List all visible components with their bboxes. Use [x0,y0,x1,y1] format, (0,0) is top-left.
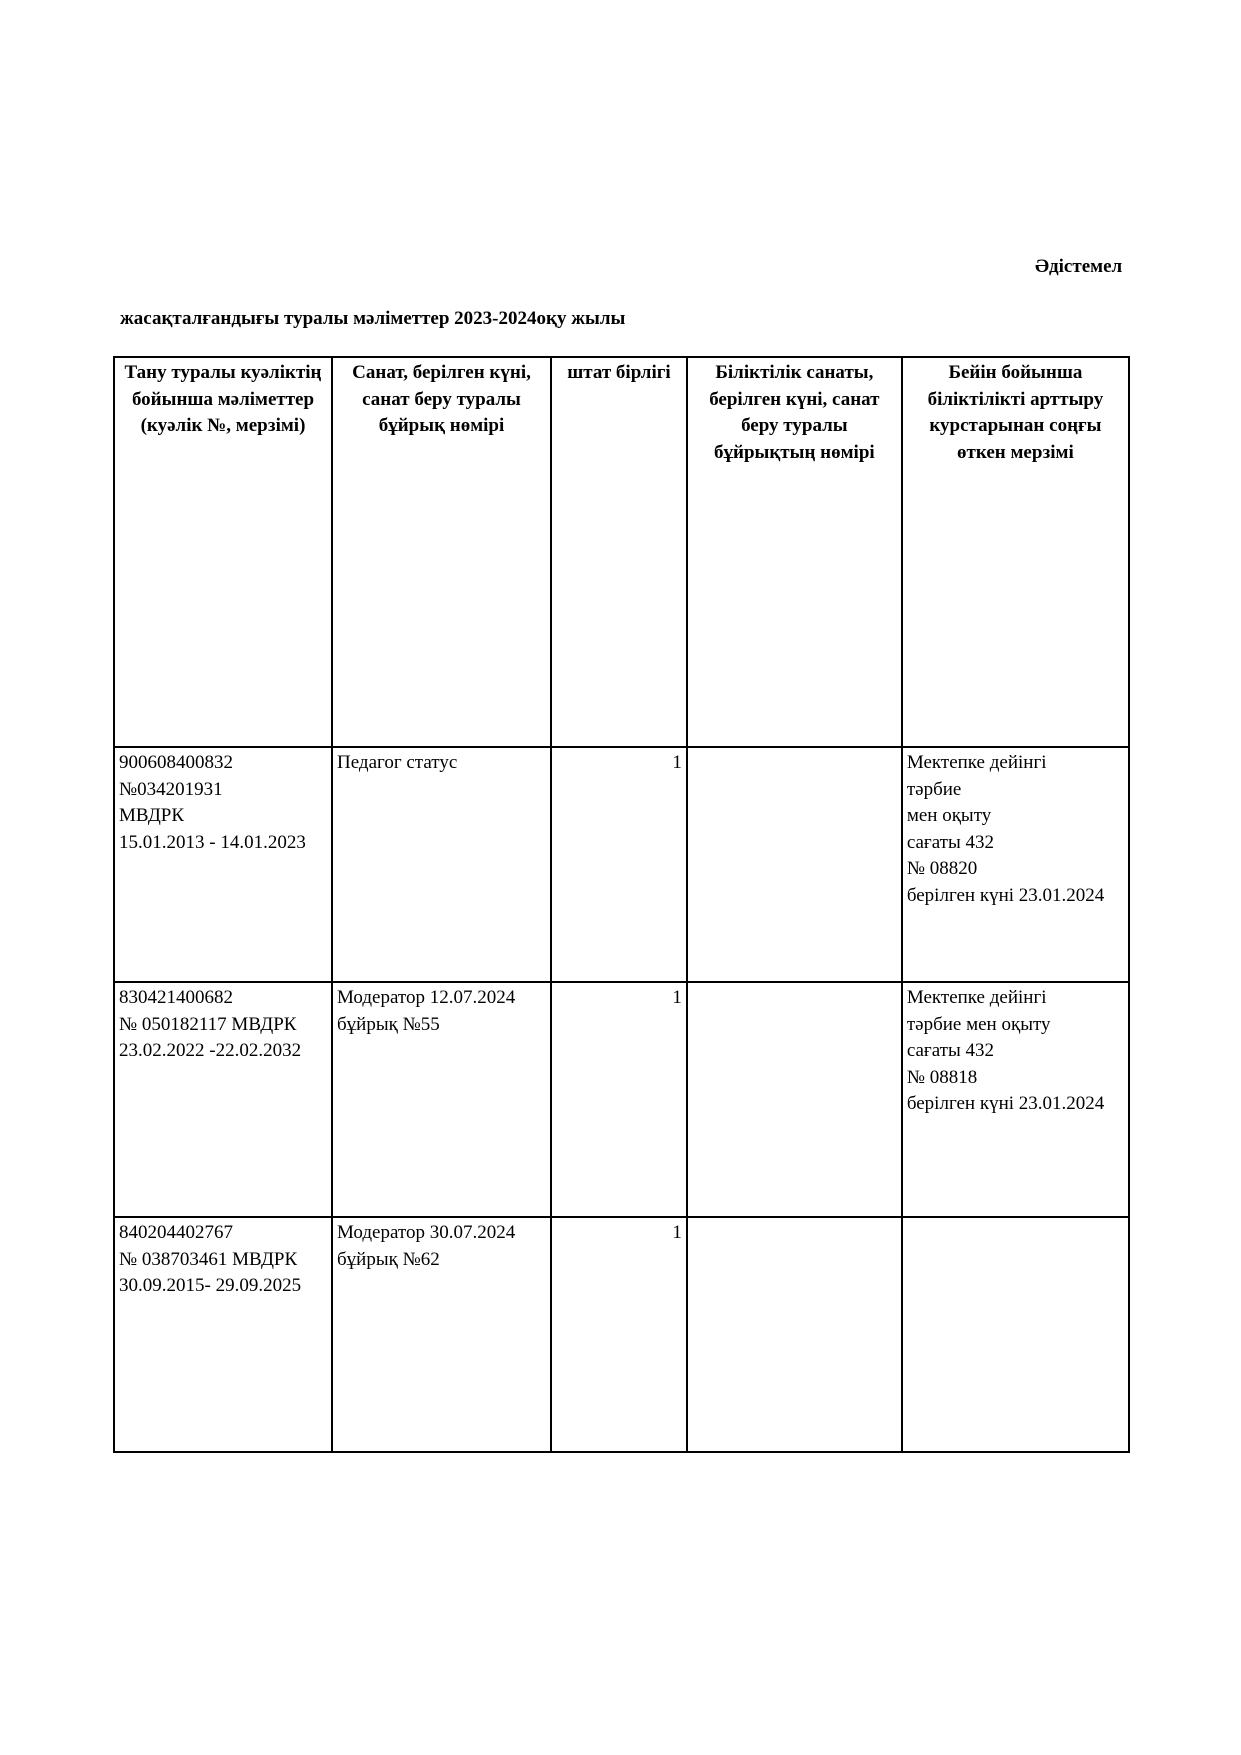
header-certificate: Тану туралы куәліктің бойынша мәліметтер (куәлік №, мерзімі) [114,357,332,747]
cell-line: берілген күні 23.01.2024 [906,1093,1105,1114]
cell-line: Модератор 12.07.2024 [337,987,516,1008]
cell-line: Педагог статус [337,752,458,773]
staff-data-table [113,356,1130,1453]
cell-qualification [687,982,902,1217]
header-category: Санат, берілген күні, санат беру туралы бұйрық нөмірі [332,357,551,747]
cell-line: сағаты 432 [906,831,994,853]
cell-line: 30.09.2015- 29.09.2025 [119,1275,302,1296]
cell-line: №034201931 [119,778,223,800]
cell-line: Мектепке дейінгі [906,987,1047,1008]
cell-line: № 038703461 МВДРК [119,1248,298,1270]
header-qualification: Біліктілік санаты, берілген күні, санат беру туралы бұйрықтың нөмірі [687,357,902,747]
cell-line: Модератор 30.07.2024 [337,1222,516,1243]
cell-line: берілген күні 23.01.2024 [906,884,1105,906]
cell-line: 840204402767 [119,1222,233,1243]
table-row [114,747,1129,982]
cell-line: № 08818 [906,1066,978,1088]
cell-line: сағаты 432 [906,1040,994,1061]
cell-certificate [114,1217,332,1452]
cell-line: тәрбие мен оқыту [906,1013,1051,1035]
cell-certificate [114,747,332,982]
table-header-row [114,357,1129,747]
cell-line: тәрбие [906,778,962,800]
cell-qualification [687,1217,902,1452]
cell-courses [902,1217,1129,1452]
cell-category [332,1217,551,1452]
cell-line: 23.02.2022 -22.02.2032 [119,1040,302,1061]
cell-courses [902,982,1129,1217]
cell-staff-unit: 1 [551,982,687,1217]
cell-line: мен оқыту [906,805,992,826]
cell-line: № 050182117 МВДРК [119,1013,297,1035]
cell-category [332,982,551,1217]
cell-line: МВДРК [119,805,185,826]
cell-line: бұйрық №62 [337,1248,440,1270]
cell-courses [902,747,1129,982]
cell-line: бұйрық №55 [337,1013,440,1035]
cell-category [332,747,551,982]
table-row [114,1217,1129,1452]
cell-staff-unit: 1 [551,1217,687,1452]
cell-certificate [114,982,332,1217]
header-courses: Бейін бойынша біліктілікті арттыру курстарынан соңғы өткен мерзімі [902,357,1129,747]
table-row [114,982,1129,1217]
cell-qualification [687,747,902,982]
cell-line: 15.01.2013 - 14.01.2023 [119,831,306,853]
cell-line: 900608400832 [119,752,233,773]
cell-line: 830421400682 [119,987,233,1008]
header-staff-unit: штат бірлігі [551,357,687,747]
document-title-fragment: Әдістемел [1035,256,1123,277]
document-subtitle: жасақталғандығы туралы мәліметтер 2023-2024оқу жылы [120,308,626,329]
cell-line: № 08820 [906,858,978,879]
cell-staff-unit: 1 [551,747,687,982]
cell-line: Мектепке дейінгі [906,752,1047,773]
